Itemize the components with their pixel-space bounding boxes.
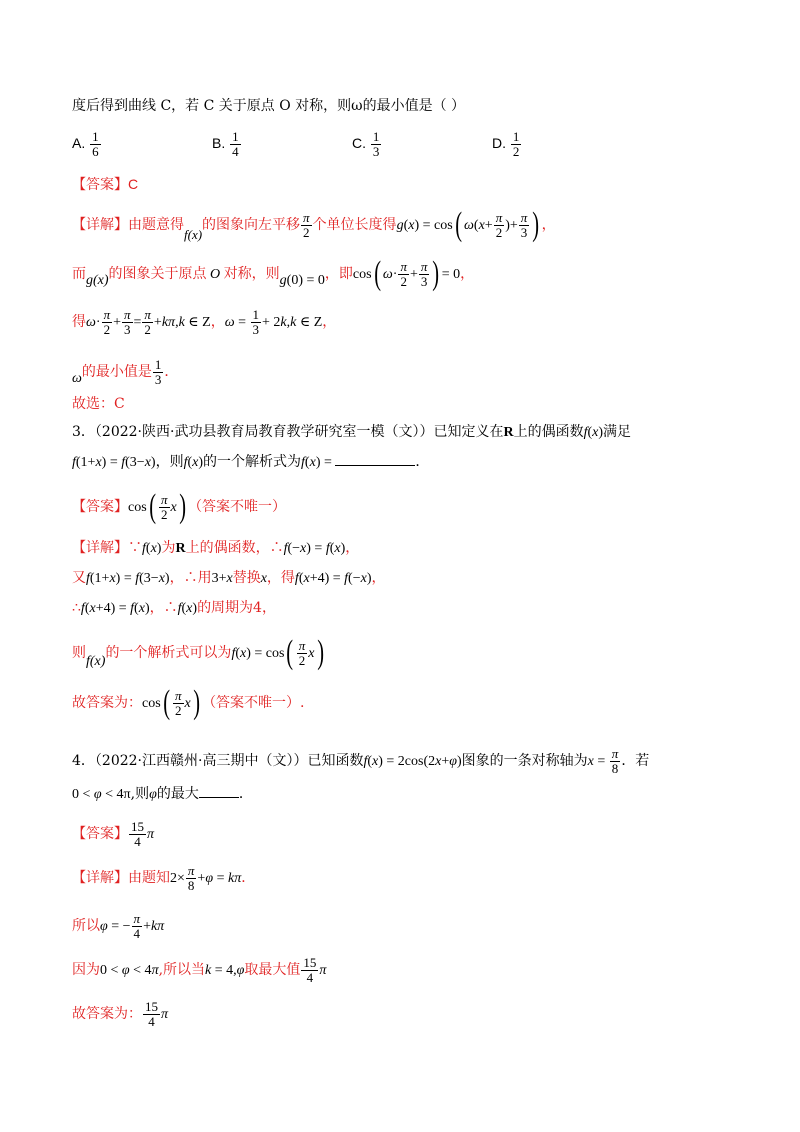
option-c-fraction: $\frac{1}{3}$: [372, 129, 380, 159]
q3-detail-line3: ∴f(x+4) = f(x)，∴f(x)的周期为4，: [72, 600, 276, 616]
option-a: A. $\frac{1}{6}$: [72, 129, 99, 159]
option-c: C. $\frac{1}{3}$: [352, 129, 380, 159]
q4-final: 故答案为： $\frac{15}{4}$ π: [72, 998, 169, 1029]
q3-final: 故答案为：cos( $\frac{\pi}{2}$ x) （答案不唯一）.: [72, 684, 305, 721]
q3-answer: 【答案】cos( $\frac{\pi}{2}$ x) （答案不唯一）: [72, 488, 287, 525]
q4-answer-blank: [199, 797, 239, 798]
q4-stem-line2: 0 < φ < 4π,则φ的最大 ．: [72, 786, 253, 802]
q2-detail-line1: 【详解】由题意得f(x)的图象向左平移 $\frac{\pi}{2}$ 个单位长度得g(x) = cos( ω(x+ $\frac{\pi}{2}$ )+ $\frac{\pi}{3}$ ) ，: [72, 206, 556, 243]
q2-stem: 度后得到曲线 C，若 C 关于原点 O 对称，则ω的最小值是（ ）: [72, 98, 466, 114]
q2-detail-line2: 而g(x)的图象关于原点 O 对称，则g(0) = 0，即cos( ω· $\frac{\pi}{2}$ + $\frac{\pi}{3}$ ) = 0，: [72, 255, 475, 292]
q3-detail-line2: 又f(1+x) = f(3−x)，∴用3+x替换x，得f(x+4) = f(−x)，: [72, 570, 386, 586]
q4-detail-line3: 因为0 < φ < 4π,所以当k = 4,φ取最大值 $\frac{15}{4}$ π: [72, 954, 327, 985]
q4-stem-line1: 4．（2022·江西赣州·高三期中（文））已知函数f(x) = 2cos(2x+φ)图象的一条对称轴为x = $\frac{\pi}{8}$ ．若: [72, 745, 650, 776]
q4-answer: 【答案】 $\frac{15}{4}$ π: [72, 818, 155, 849]
q2-choose: 故选：C: [72, 396, 125, 412]
q4-detail-line1: 【详解】由题知2× $\frac{\pi}{8}$ +φ = kπ．: [72, 862, 256, 893]
q2-answer: 【答案】C: [72, 176, 139, 193]
q2-detail-line4: ω的最小值是 $\frac{1}{3}$ ．: [72, 356, 179, 387]
option-d-fraction: $\frac{1}{2}$: [512, 129, 520, 159]
option-a-fraction: $\frac{1}{6}$: [92, 129, 99, 159]
q2-detail-line3: 得ω· $\frac{\pi}{2}$ + $\frac{\pi}{3}$ = $\frac{\pi}{2}$ +kπ,k ∈ Z，ω = $\frac{1}{3}$ + 2k,k ∈ Z，: [72, 306, 337, 337]
q4-detail-line2: 所以φ = − $\frac{\pi}{4}$ +kπ: [72, 910, 165, 941]
q3-stem-line1: 3．（2022·陕西·武功县教育局教育教学研究室一模（文））已知定义在R上的偶函数f(x)满足: [72, 424, 632, 440]
option-b: B. $\frac{1}{4}$: [212, 129, 239, 159]
q3-detail-line4: 则f(x)的一个解析式可以为f(x) = cos( $\frac{\pi}{2}$ x): [72, 634, 324, 671]
q3-detail-line1: 【详解】∵f(x)为R上的偶函数，∴f(−x) = f(x)，: [72, 540, 360, 556]
q3-stem-line2: f(1+x) = f(3−x)，则f(x)的一个解析式为f(x) = ．: [72, 454, 430, 470]
option-b-fraction: $\frac{1}{4}$: [232, 129, 239, 159]
q3-answer-blank: [335, 465, 415, 466]
option-d: D. $\frac{1}{2}$: [492, 129, 520, 159]
